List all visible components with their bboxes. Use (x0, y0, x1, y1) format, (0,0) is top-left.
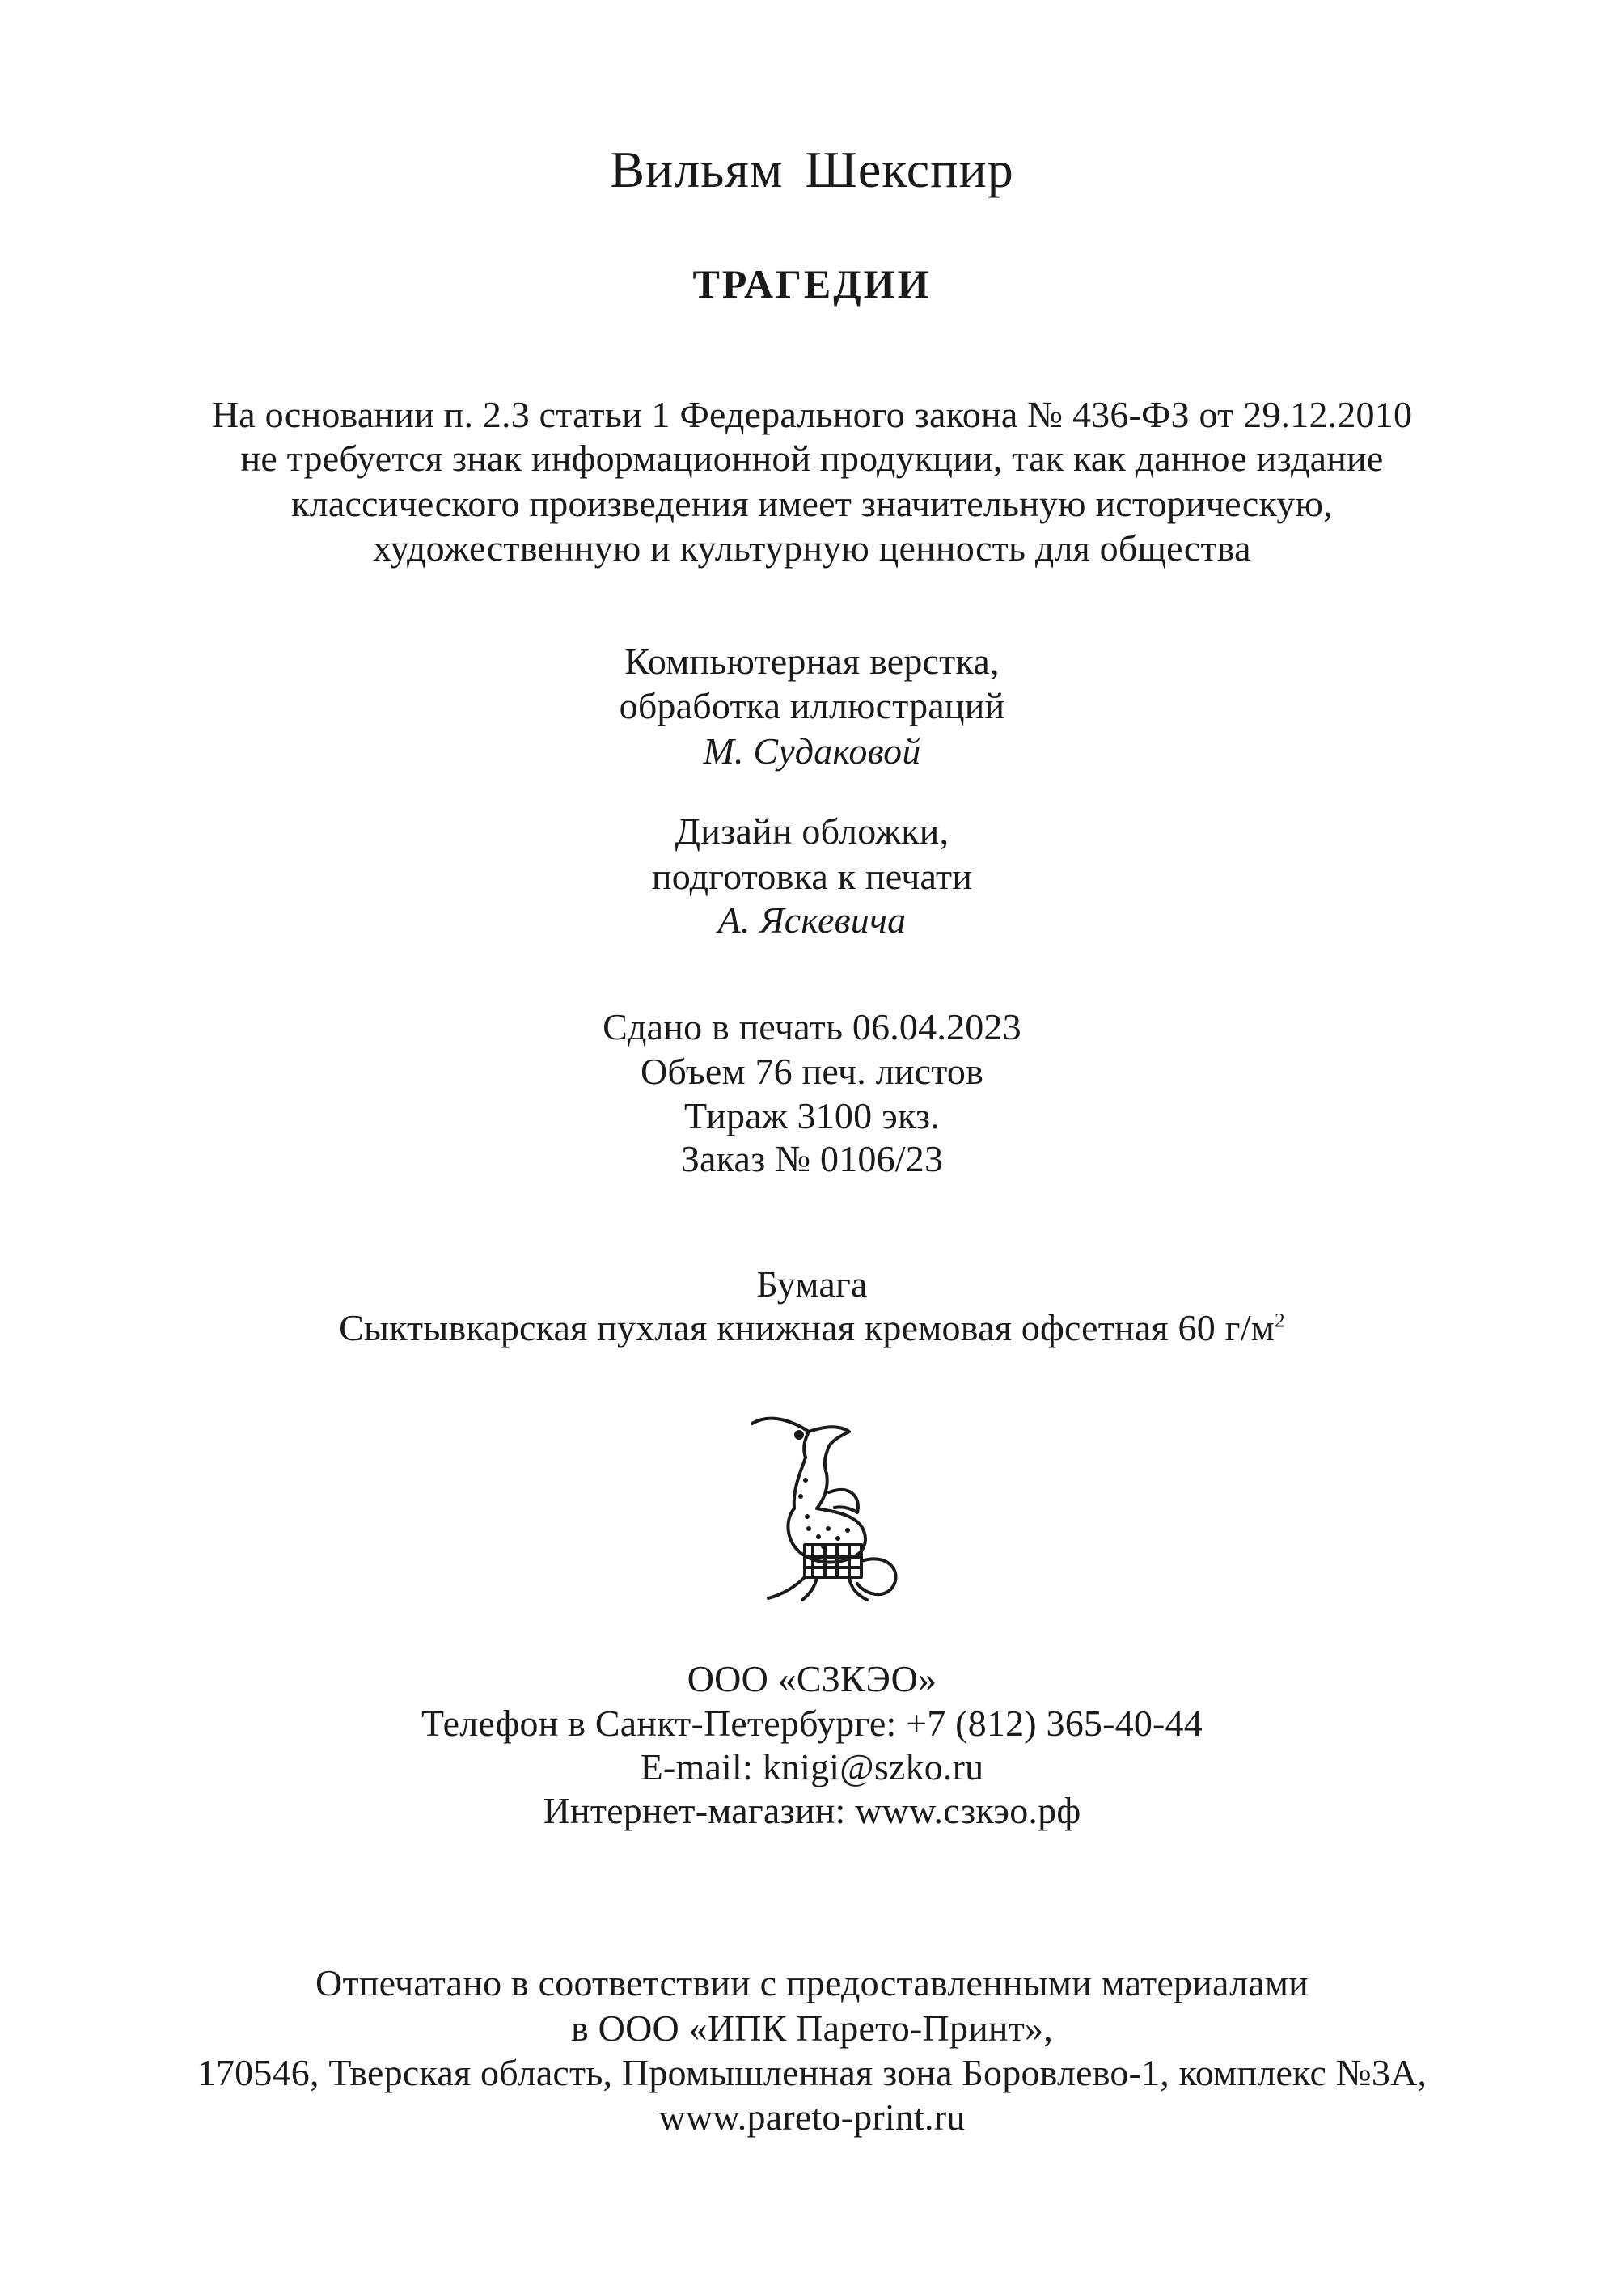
legal-notice-line-4: художественную и культурную ценность для общества (373, 527, 1251, 569)
credit-cover-role-1: Дизайн обложки, (675, 810, 949, 852)
publisher-name: ООО «СЗКЭО» (687, 1658, 937, 1699)
dragon-emblem-icon (728, 1407, 938, 1610)
author-name: Вильям Шекспир (610, 141, 1014, 198)
credit-cover-role-2: подготовка к печати (651, 856, 973, 897)
paper-label: Бумага (756, 1263, 868, 1305)
credit-layout-role-2: обработка иллюстраций (619, 685, 1005, 726)
paper-description: Сыктывкарская пухлая книжная кремовая офсетная 60 $г/м^2$ (339, 1307, 1285, 1348)
legal-notice-line-1: На основании п. 2.3 статьи 1 Федерального закона № 436-ФЗ от 29.12.2010 (211, 394, 1413, 435)
printer-line-4: www.pareto-print.ru (658, 2096, 966, 2138)
credit-cover-person: А. Яскевича (717, 899, 907, 941)
printer-line-2: в ООО «ИПК Парето-Принт», (571, 2007, 1053, 2049)
printer-line-3: 170546, Тверская область, Промышленная зона Боровлево-1, комплекс №3А, (197, 2052, 1427, 2093)
print-info-order: Заказ № 0106/23 (680, 1138, 944, 1179)
publisher-phone: Телефон в Санкт-Петербурге: +7 (812) 365-40-44 (421, 1703, 1203, 1744)
print-info-volume: Объем 76 печ. листов (640, 1051, 984, 1092)
credit-layout-role-1: Компьютерная верстка, (624, 641, 1000, 682)
print-info-submitted: Сдано в печать 06.04.2023 (603, 1006, 1021, 1047)
credit-layout-person: М. Судаковой (703, 730, 921, 772)
publisher-shop: Интернет-магазин: www.сзкэо.рф (543, 1790, 1081, 1831)
print-info-run: Тираж 3100 экз. (684, 1095, 940, 1136)
book-title: ТРАГЕДИИ (692, 261, 932, 307)
printer-line-1: Отпечатано в соответствии с предоставленными материалами (315, 1962, 1309, 2003)
legal-notice-line-2: не требуется знак информационной продукции, так как данное издание (240, 438, 1384, 479)
publisher-email: E-mail: knigi@szko.ru (640, 1746, 984, 1787)
legal-notice-line-3: классического произведения имеет значительную историческую, (291, 483, 1333, 524)
